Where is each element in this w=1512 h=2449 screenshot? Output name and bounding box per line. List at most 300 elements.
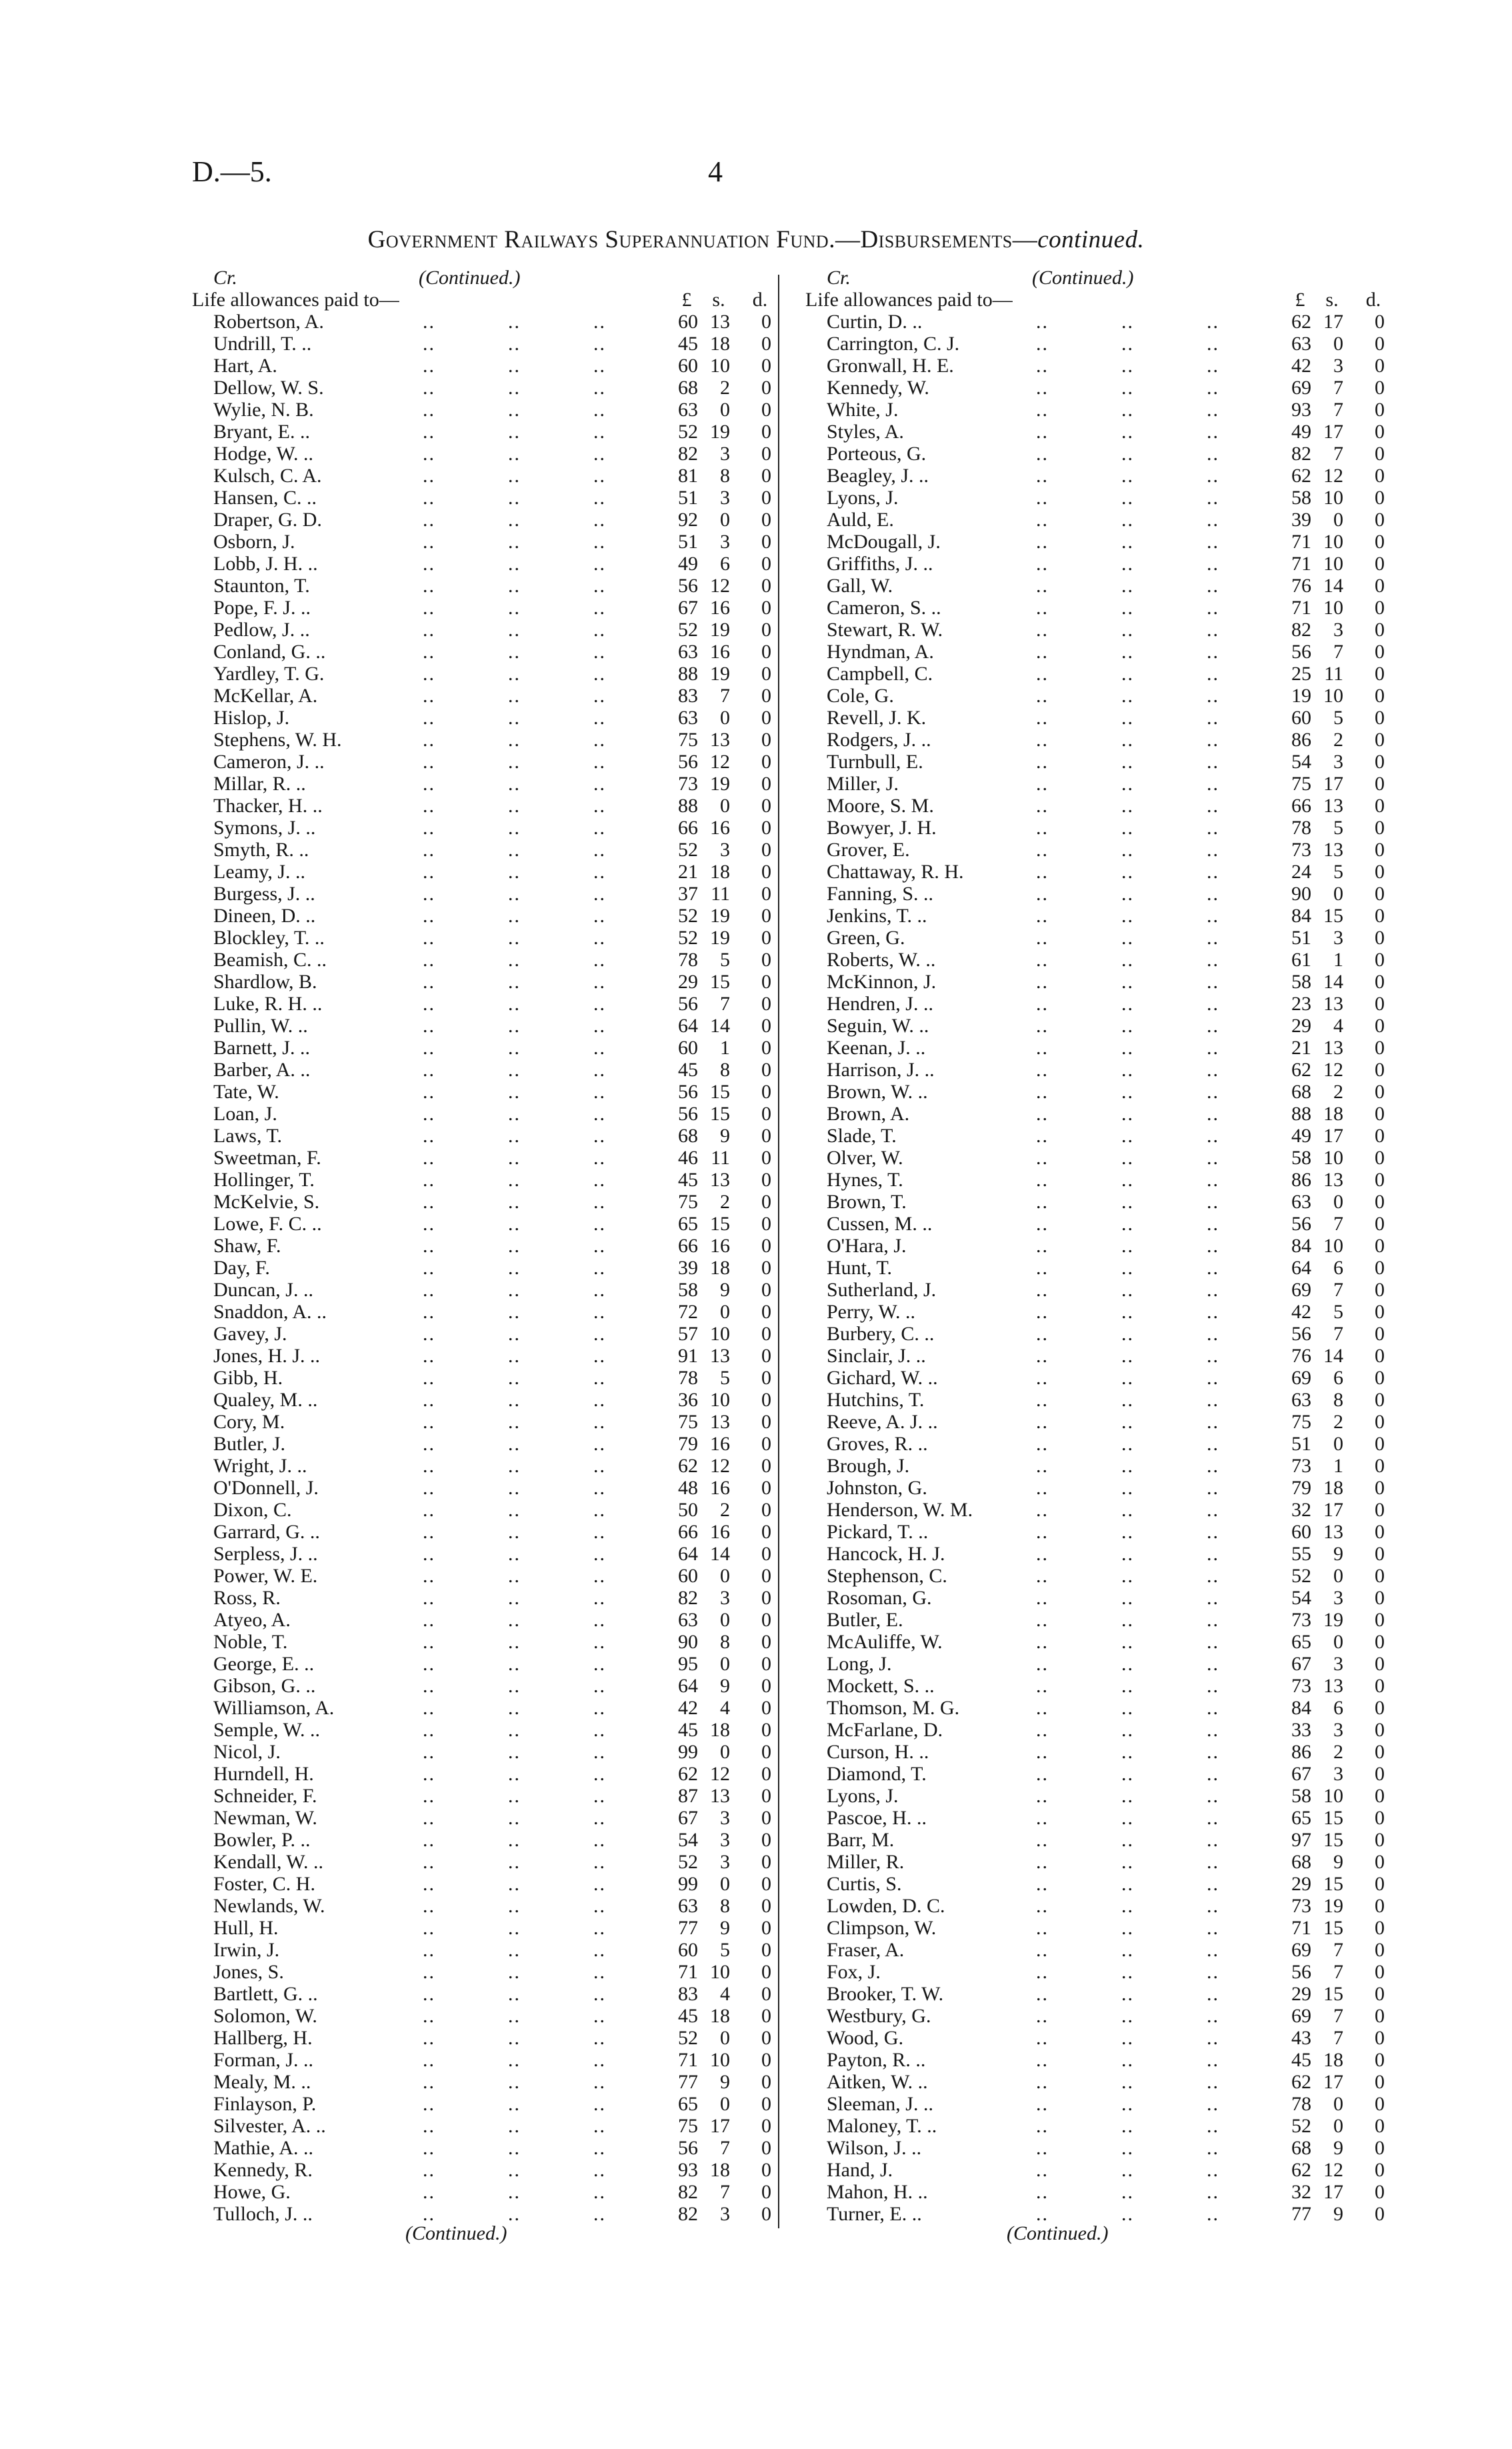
leader-dot: ..	[1121, 1037, 1134, 1059]
amount-pounds: 87	[678, 1785, 698, 1807]
leader-dot: ..	[508, 1631, 521, 1653]
amount-shillings: 12	[710, 575, 730, 597]
leader-dot: ..	[508, 1763, 521, 1785]
leader-dot: ..	[1036, 883, 1049, 905]
payee-name: Brooker, T. W.	[827, 1983, 944, 2005]
leader-dot: ..	[1207, 1015, 1219, 1037]
ledger-row	[189, 2159, 883, 2181]
amount-pence: 0	[761, 1895, 771, 1917]
amount-pence: 0	[1375, 1279, 1385, 1301]
amount-pounds: 52	[1291, 2115, 1311, 2137]
amount-pounds: 62	[678, 1455, 698, 1477]
payee-name: Foster, C. H.	[213, 1873, 315, 1895]
leader-dot: ..	[593, 2137, 606, 2159]
ledger-row	[803, 1939, 1496, 1961]
ledger-row	[189, 333, 883, 355]
leader-dot: ..	[1036, 905, 1049, 927]
entry-list	[803, 311, 1496, 2225]
amount-shillings: 17	[1323, 311, 1343, 333]
payee-name: Sinclair, J. ..	[827, 1345, 926, 1367]
leader-dot: ..	[1121, 1609, 1134, 1631]
payee-name: Hodge, W. ..	[213, 443, 313, 465]
ledger-row	[189, 1279, 883, 1301]
amount-pounds: 99	[678, 1873, 698, 1895]
leader-dot: ..	[508, 1807, 521, 1829]
amount-pence: 0	[1375, 1213, 1385, 1235]
amount-pence: 0	[1375, 663, 1385, 685]
leader-dot: ..	[1207, 1125, 1219, 1147]
amount-shillings: 12	[1323, 2159, 1343, 2181]
amount-pounds: 58	[678, 1279, 698, 1301]
payee-name: Curtin, D. ..	[827, 311, 923, 333]
amount-shillings: 9	[1333, 2137, 1343, 2159]
leader-dot: ..	[1207, 751, 1219, 773]
ledger-row	[803, 2159, 1496, 2181]
leader-dot: ..	[423, 1961, 435, 1983]
leader-dot: ..	[593, 839, 606, 861]
leader-dot: ..	[508, 2049, 521, 2071]
amount-pounds: 58	[1291, 487, 1311, 509]
amount-pounds: 64	[678, 1015, 698, 1037]
ledger-row	[189, 1323, 883, 1345]
amount-shillings: 5	[720, 1939, 730, 1961]
ledger-row	[189, 1015, 883, 1037]
ledger-row	[803, 1059, 1496, 1081]
amount-pence: 0	[761, 1257, 771, 1279]
amount-pounds: 49	[678, 553, 698, 575]
leader-dot: ..	[1036, 729, 1049, 751]
amount-pounds: 71	[678, 2049, 698, 2071]
leader-dot: ..	[423, 1741, 435, 1763]
amount-pence: 0	[1375, 1719, 1385, 1741]
payee-name: Semple, W. ..	[213, 1719, 321, 1741]
payee-name: Lyons, J.	[827, 487, 899, 509]
leader-dot: ..	[1207, 1279, 1219, 1301]
amount-pence: 0	[761, 1653, 771, 1675]
leader-dot: ..	[593, 1433, 606, 1455]
pence-header: d.	[1365, 289, 1381, 311]
amount-pence: 0	[1375, 2137, 1385, 2159]
amount-pounds: 63	[678, 707, 698, 729]
amount-shillings: 10	[1323, 553, 1343, 575]
amount-pounds: 56	[678, 1081, 698, 1103]
amount-pounds: 51	[678, 487, 698, 509]
leader-dot: ..	[593, 1477, 606, 1499]
amount-shillings: 10	[710, 2049, 730, 2071]
payee-name: McAuliffe, W.	[827, 1631, 943, 1653]
leader-dot: ..	[593, 2049, 606, 2071]
leader-dot: ..	[1121, 311, 1134, 333]
amount-pounds: 56	[1291, 1213, 1311, 1235]
ledger-row	[803, 355, 1496, 377]
payee-name: Sutherland, J.	[827, 1279, 937, 1301]
amount-pence: 0	[1375, 1521, 1385, 1543]
payee-name: Smyth, R. ..	[213, 839, 309, 861]
amount-pounds: 81	[678, 465, 698, 487]
ledger-row	[189, 1433, 883, 1455]
ledger-row	[189, 2027, 883, 2049]
amount-pounds: 52	[678, 2027, 698, 2049]
amount-pence: 0	[1375, 1455, 1385, 1477]
amount-pence: 0	[1375, 1675, 1385, 1697]
amount-pence: 0	[761, 553, 771, 575]
ledger-row	[803, 1389, 1496, 1411]
leader-dot: ..	[508, 1697, 521, 1719]
amount-pence: 0	[761, 1037, 771, 1059]
leader-dot: ..	[508, 553, 521, 575]
payee-name: Burbery, C. ..	[827, 1323, 935, 1345]
leader-dot: ..	[1036, 333, 1049, 355]
payee-name: Hislop, J.	[213, 707, 290, 729]
ledger-row	[189, 1103, 883, 1125]
amount-pence: 0	[1375, 421, 1385, 443]
ledger-row	[803, 2071, 1496, 2093]
amount-shillings: 0	[1333, 1565, 1343, 1587]
ledger-row	[189, 1125, 883, 1147]
payee-name: Power, W. E.	[213, 1565, 318, 1587]
amount-shillings: 4	[720, 1983, 730, 2005]
ledger-row	[803, 575, 1496, 597]
amount-pounds: 66	[1291, 795, 1311, 817]
amount-pounds: 60	[678, 1037, 698, 1059]
leader-dot: ..	[1121, 2027, 1134, 2049]
leader-dot: ..	[508, 377, 521, 399]
leader-dot: ..	[423, 883, 435, 905]
amount-pence: 0	[1375, 1389, 1385, 1411]
payee-name: Styles, A.	[827, 421, 904, 443]
leader-dot: ..	[1207, 883, 1219, 905]
amount-shillings: 10	[1323, 597, 1343, 619]
payee-name: Cory, M.	[213, 1411, 285, 1433]
leader-dot: ..	[1121, 1543, 1134, 1565]
leader-dot: ..	[508, 443, 521, 465]
leader-dot: ..	[593, 619, 606, 641]
leader-dot: ..	[423, 1081, 435, 1103]
leader-dot: ..	[593, 2115, 606, 2137]
leader-dot: ..	[1207, 355, 1219, 377]
payee-name: Bryant, E. ..	[213, 421, 310, 443]
amount-pence: 0	[761, 1807, 771, 1829]
amount-pence: 0	[761, 2115, 771, 2137]
amount-pounds: 61	[1291, 949, 1311, 971]
amount-pounds: 29	[1291, 1873, 1311, 1895]
ledger-row	[803, 1741, 1496, 1763]
payee-name: Wright, J. ..	[213, 1455, 307, 1477]
leader-dot: ..	[423, 1675, 435, 1697]
leader-dot: ..	[508, 1257, 521, 1279]
leader-dot: ..	[1207, 2137, 1219, 2159]
amount-pounds: 56	[678, 993, 698, 1015]
ledger-row	[803, 2049, 1496, 2071]
amount-pence: 0	[761, 2049, 771, 2071]
payee-name: Olver, W.	[827, 1147, 903, 1169]
amount-pence: 0	[1375, 2049, 1385, 2071]
amount-shillings: 15	[710, 1213, 730, 1235]
amount-pounds: 60	[678, 355, 698, 377]
payee-name: McKellar, A.	[213, 685, 318, 707]
ledger-row	[189, 311, 883, 333]
ledger-row	[803, 1213, 1496, 1235]
leader-dot: ..	[1036, 355, 1049, 377]
payee-name: Finlayson, P.	[213, 2093, 317, 2115]
amount-pence: 0	[1375, 729, 1385, 751]
leader-dot: ..	[1207, 1917, 1219, 1939]
leader-dot: ..	[1036, 421, 1049, 443]
amount-pence: 0	[761, 509, 771, 531]
payee-name: Johnston, G.	[827, 1477, 927, 1499]
leader-dot: ..	[1121, 663, 1134, 685]
ledger-row	[803, 949, 1496, 971]
ledger-row	[803, 971, 1496, 993]
amount-shillings: 5	[720, 949, 730, 971]
amount-pence: 0	[761, 377, 771, 399]
leader-dot: ..	[423, 641, 435, 663]
leader-dot: ..	[593, 1015, 606, 1037]
amount-pounds: 39	[1291, 509, 1311, 531]
payee-name: Rosoman, G.	[827, 1587, 932, 1609]
amount-shillings: 17	[1323, 1125, 1343, 1147]
leader-dot: ..	[508, 883, 521, 905]
leader-dot: ..	[1121, 993, 1134, 1015]
leader-dot: ..	[508, 1169, 521, 1191]
amount-pence: 0	[761, 619, 771, 641]
leader-dot: ..	[508, 1565, 521, 1587]
amount-shillings: 6	[1333, 1257, 1343, 1279]
amount-pounds: 60	[678, 1565, 698, 1587]
leader-dot: ..	[423, 861, 435, 883]
leader-dot: ..	[508, 1279, 521, 1301]
amount-pence: 0	[761, 1829, 771, 1851]
leader-dot: ..	[593, 2159, 606, 2181]
amount-pence: 0	[1375, 2005, 1385, 2027]
amount-pence: 0	[1375, 1235, 1385, 1257]
leader-dot: ..	[1121, 1895, 1134, 1917]
ledger-row	[189, 421, 883, 443]
leader-dot: ..	[508, 2181, 521, 2203]
leader-dot: ..	[593, 663, 606, 685]
leader-dot: ..	[593, 311, 606, 333]
leader-dot: ..	[508, 1103, 521, 1125]
leader-dot: ..	[1036, 2137, 1049, 2159]
leader-dot: ..	[1036, 597, 1049, 619]
leader-dot: ..	[1036, 2159, 1049, 2181]
amount-shillings: 19	[710, 421, 730, 443]
leader-dot: ..	[1121, 773, 1134, 795]
leader-dot: ..	[1036, 707, 1049, 729]
amount-pence: 0	[1375, 927, 1385, 949]
leader-dot: ..	[508, 509, 521, 531]
ledger-row	[803, 685, 1496, 707]
leader-dot: ..	[1207, 531, 1219, 553]
payee-name: Gall, W.	[827, 575, 893, 597]
amount-pence: 0	[761, 2159, 771, 2181]
payee-name: Keenan, J. ..	[827, 1037, 926, 1059]
ledger-row	[189, 2115, 883, 2137]
leader-dot: ..	[1121, 883, 1134, 905]
ledger-row	[803, 663, 1496, 685]
ledger-row	[189, 1389, 883, 1411]
amount-shillings: 3	[720, 487, 730, 509]
amount-pence: 0	[761, 971, 771, 993]
leader-dot: ..	[508, 1499, 521, 1521]
amount-pounds: 84	[1291, 905, 1311, 927]
ledger-row	[189, 2049, 883, 2071]
leader-dot: ..	[1036, 641, 1049, 663]
amount-shillings: 7	[1333, 377, 1343, 399]
amount-shillings: 11	[1324, 663, 1343, 685]
leader-dot: ..	[1207, 1323, 1219, 1345]
leader-dot: ..	[508, 1939, 521, 1961]
amount-pence: 0	[761, 2137, 771, 2159]
leader-dot: ..	[593, 2027, 606, 2049]
payee-name: Schneider, F.	[213, 1785, 317, 1807]
payee-name: Gichard, W. ..	[827, 1367, 938, 1389]
leader-dot: ..	[1121, 1631, 1134, 1653]
payee-name: Pedlow, J. ..	[213, 619, 310, 641]
leader-dot: ..	[1121, 1675, 1134, 1697]
amount-pounds: 77	[678, 1917, 698, 1939]
leader-dot: ..	[423, 2115, 435, 2137]
leader-dot: ..	[1207, 729, 1219, 751]
ledger-row	[803, 795, 1496, 817]
leader-dot: ..	[593, 1521, 606, 1543]
leader-dot: ..	[508, 1961, 521, 1983]
leader-dot: ..	[1036, 971, 1049, 993]
amount-shillings: 16	[710, 1521, 730, 1543]
amount-shillings: 15	[1323, 905, 1343, 927]
amount-pence: 0	[1375, 905, 1385, 927]
payee-name: Hendren, J. ..	[827, 993, 933, 1015]
amount-pounds: 54	[678, 1829, 698, 1851]
leader-dot: ..	[508, 399, 521, 421]
leader-dot: ..	[508, 949, 521, 971]
amount-pounds: 42	[1291, 355, 1311, 377]
amount-shillings: 16	[710, 1477, 730, 1499]
amount-shillings: 19	[710, 619, 730, 641]
leader-dot: ..	[1121, 553, 1134, 575]
amount-shillings: 0	[1333, 883, 1343, 905]
amount-pence: 0	[1375, 1323, 1385, 1345]
amount-pounds: 56	[678, 2137, 698, 2159]
leader-dot: ..	[423, 1323, 435, 1345]
leader-dot: ..	[1121, 707, 1134, 729]
leader-dot: ..	[508, 2203, 521, 2225]
ledger-row	[189, 1917, 883, 1939]
amount-shillings: 0	[720, 707, 730, 729]
leader-dot: ..	[593, 2181, 606, 2203]
ledger-row	[803, 1477, 1496, 1499]
payee-name: Thacker, H. ..	[213, 795, 323, 817]
leader-dot: ..	[1207, 927, 1219, 949]
leader-dot: ..	[423, 1037, 435, 1059]
leader-dot: ..	[1121, 1829, 1134, 1851]
payee-name: Bowyer, J. H.	[827, 817, 937, 839]
leader-dot: ..	[593, 883, 606, 905]
payee-name: Westbury, G.	[827, 2005, 931, 2027]
payee-name: Laws, T.	[213, 1125, 283, 1147]
amount-pounds: 42	[1291, 1301, 1311, 1323]
amount-pounds: 51	[678, 531, 698, 553]
amount-shillings: 13	[710, 729, 730, 751]
leader-dot: ..	[1121, 795, 1134, 817]
amount-pence: 0	[761, 2203, 771, 2225]
amount-pence: 0	[1375, 575, 1385, 597]
amount-pence: 0	[761, 333, 771, 355]
amount-shillings: 16	[710, 597, 730, 619]
payee-name: Sleeman, J. ..	[827, 2093, 933, 2115]
amount-pounds: 56	[678, 1103, 698, 1125]
leader-dot: ..	[1207, 509, 1219, 531]
amount-pence: 0	[1375, 443, 1385, 465]
payee-name: Kendall, W. ..	[213, 1851, 323, 1873]
amount-pence: 0	[1375, 1983, 1385, 2005]
payee-name: Carrington, C. J.	[827, 333, 960, 355]
amount-pence: 0	[761, 1389, 771, 1411]
ledger-row	[803, 2181, 1496, 2203]
amount-shillings: 0	[1333, 509, 1343, 531]
leader-dot: ..	[1207, 949, 1219, 971]
ledger-row	[189, 1785, 883, 1807]
amount-shillings: 9	[720, 1125, 730, 1147]
amount-pounds: 78	[1291, 2093, 1311, 2115]
amount-shillings: 16	[710, 817, 730, 839]
amount-pence: 0	[761, 641, 771, 663]
amount-pounds: 49	[1291, 1125, 1311, 1147]
payee-name: Brown, T.	[827, 1191, 907, 1213]
amount-pence: 0	[1375, 1499, 1385, 1521]
amount-pounds: 63	[678, 1609, 698, 1631]
leader-dot: ..	[1036, 1719, 1049, 1741]
leader-dot: ..	[1207, 773, 1219, 795]
leader-dot: ..	[593, 1081, 606, 1103]
amount-pounds: 82	[1291, 443, 1311, 465]
payee-name: Brown, W. ..	[827, 1081, 928, 1103]
ledger-row	[803, 2093, 1496, 2115]
amount-pounds: 84	[1291, 1235, 1311, 1257]
amount-pounds: 69	[1291, 1279, 1311, 1301]
amount-shillings: 9	[1333, 1543, 1343, 1565]
amount-pence: 0	[761, 1719, 771, 1741]
amount-pounds: 62	[678, 1763, 698, 1785]
ledger-row	[189, 1059, 883, 1081]
leader-dot: ..	[1036, 2071, 1049, 2093]
payee-name: Lowe, F. C. ..	[213, 1213, 322, 1235]
leader-dot: ..	[1036, 1191, 1049, 1213]
leader-dot: ..	[423, 531, 435, 553]
leader-dot: ..	[1207, 1983, 1219, 2005]
leader-dot: ..	[1121, 1213, 1134, 1235]
payee-name: Hunt, T.	[827, 1257, 893, 1279]
amount-shillings: 17	[1323, 421, 1343, 443]
ledger-row	[189, 1411, 883, 1433]
amount-pounds: 45	[678, 1719, 698, 1741]
leader-dot: ..	[423, 751, 435, 773]
amount-pence: 0	[1375, 1851, 1385, 1873]
amount-shillings: 3	[1333, 751, 1343, 773]
leader-dot: ..	[1121, 2115, 1134, 2137]
payee-name: Gronwall, H. E.	[827, 355, 954, 377]
leader-dot: ..	[1036, 773, 1049, 795]
leader-dot: ..	[1036, 1983, 1049, 2005]
leader-dot: ..	[1036, 2027, 1049, 2049]
leader-dot: ..	[593, 751, 606, 773]
leader-dot: ..	[593, 355, 606, 377]
amount-pence: 0	[761, 1565, 771, 1587]
amount-shillings: 12	[710, 1763, 730, 1785]
leader-dot: ..	[508, 1785, 521, 1807]
ledger-row	[803, 861, 1496, 883]
leader-dot: ..	[423, 1719, 435, 1741]
